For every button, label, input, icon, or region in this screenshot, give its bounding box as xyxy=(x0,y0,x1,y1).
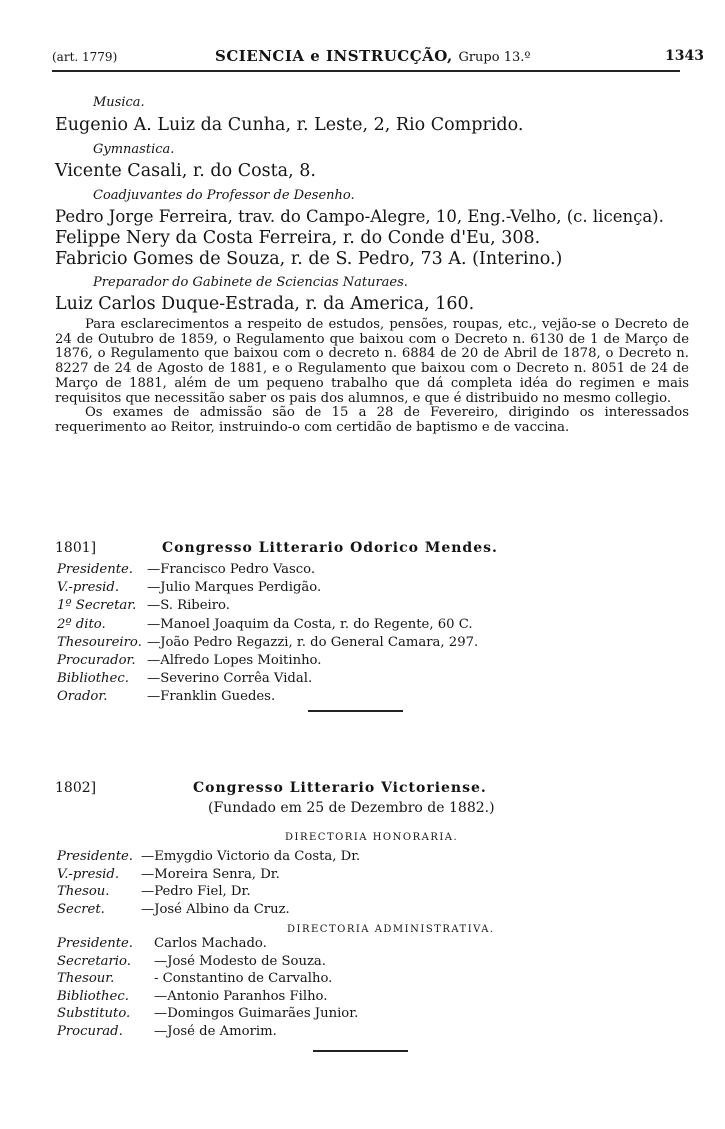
group-label: Grupo 13.º xyxy=(458,50,531,65)
member-row xyxy=(57,884,251,899)
member-role: Thesou. xyxy=(57,884,110,900)
member-row xyxy=(57,580,321,595)
member-name: —Alfredo Lopes Moitinho. xyxy=(147,653,322,668)
member-role: Secretario. xyxy=(57,953,131,969)
member-role: Procurad. xyxy=(57,1024,123,1039)
member-name: —João Pedro Regazzi, r. do General Camara, 297. xyxy=(147,634,479,650)
entry-number-1802: 1802] xyxy=(55,780,97,796)
member-row xyxy=(57,902,290,917)
admission-paragraph: Os exames de admissão são de 15 a 28 de Fevereiro, dirigindo os interessados requerimento ao Reitor, instruindo-o com certidão de baptismo e de vaccina. xyxy=(55,405,689,435)
header-rule xyxy=(52,70,680,72)
member-row xyxy=(57,635,478,650)
member-row xyxy=(57,689,275,704)
member-role: Bibliothec. xyxy=(57,988,129,1004)
member-row xyxy=(57,867,280,882)
member-role: V.-presid. xyxy=(57,866,120,882)
member-name: —Francisco Pedro Vasco. xyxy=(147,562,316,577)
member-name: —José de Amorim. xyxy=(154,1024,277,1039)
section-rule xyxy=(313,1050,408,1052)
member-role: Thesoureiro. xyxy=(57,634,142,650)
entry-number-1801: 1801] xyxy=(55,540,97,556)
desenho-entry: Pedro Jorge Ferreira, trav. do Campo-Alegre, 10, Eng.-Velho, (c. licença). xyxy=(55,207,664,226)
decree-paragraph: Para esclarecimentos a respeito de estudos, pensões, roupas, etc., vejão-se o Decreto de 24 de Outubro de 1859, o Regulamento que baixou com o Decreto n. 6130 de 1 de Março de 1876, o Regulamento que baixou com o decreto n. 6884 de 20 de Abril de 1878, o Decreto n. 8227 de 24 de Agosto de 1881, e o Regulamento que baixou com o Decreto n. 8051 de 24 de Março de 1881, além de um pequeno trabalho que dá completa idéa do regimen e mais requisitos que necessitão saber os pais dos alumnos, e que é distribuido no mesmo collegio. xyxy=(55,317,689,406)
member-name: —Julio Marques Perdigão. xyxy=(147,580,322,596)
info-paragraphs xyxy=(55,318,689,436)
member-name: —Antonio Paranhos Filho. xyxy=(154,988,328,1004)
gabinete-label: Preparador do Gabinete de Sciencias Naturaes. xyxy=(93,275,408,290)
member-row xyxy=(57,936,267,951)
section-rule xyxy=(308,710,403,712)
member-name: —Manoel Joaquim da Costa, r. do Regente, 60 C. xyxy=(147,616,473,632)
page-number: 1343 xyxy=(665,48,704,64)
founded-note: (Fundado em 25 de Dezembro de 1882.) xyxy=(208,800,495,816)
member-name: —Domingos Guimarães Junior. xyxy=(154,1006,359,1022)
member-row xyxy=(57,617,473,632)
desenho-entry: Felippe Nery da Costa Ferreira, r. do Conde d'Eu, 308. xyxy=(55,228,541,248)
member-row xyxy=(57,989,327,1004)
congress-1802-title: Congresso Litterario Victoriense. xyxy=(193,780,487,796)
member-row xyxy=(57,849,360,864)
member-name: —Franklin Guedes. xyxy=(147,689,276,705)
member-name: —S. Ribeiro. xyxy=(147,598,230,614)
member-row xyxy=(57,1024,277,1039)
member-role: 2º dito. xyxy=(57,616,106,632)
member-role: Secret. xyxy=(57,901,105,917)
member-row xyxy=(57,954,326,969)
member-row xyxy=(57,671,312,686)
gymnastica-entry: Vicente Casali, r. do Costa, 8. xyxy=(55,161,316,181)
member-role: Presidente. xyxy=(57,936,134,951)
member-role: Orador. xyxy=(57,689,108,705)
member-name: —Moreira Senra, Dr. xyxy=(141,866,280,882)
member-name: —José Albino da Cruz. xyxy=(141,901,290,917)
member-name: —Severino Corrêa Vidal. xyxy=(147,671,313,687)
member-role: Presidente. xyxy=(57,849,134,864)
member-name: —Pedro Fiel, Dr. xyxy=(141,884,251,900)
gymnastica-label: Gymnastica. xyxy=(93,142,175,157)
musica-entry: Eugenio A. Luiz da Cunha, r. Leste, 2, Rio Comprido. xyxy=(55,115,524,135)
member-role: Substituto. xyxy=(57,1006,131,1022)
member-row xyxy=(57,562,315,577)
member-row xyxy=(57,1006,358,1021)
member-row xyxy=(57,653,321,668)
member-name: - Constantino de Carvalho. xyxy=(154,971,333,987)
member-row xyxy=(57,598,230,613)
desenho-entry: Fabricio Gomes de Souza, r. de S. Pedro, 73 A. (Interino.) xyxy=(55,249,563,269)
musica-label: Musica. xyxy=(93,95,145,110)
member-role: V.-presid. xyxy=(57,580,120,596)
congress-1801-title: Congresso Litterario Odorico Mendes. xyxy=(162,540,498,556)
member-role: Bibliothec. xyxy=(57,671,129,687)
gabinete-entry: Luiz Carlos Duque-Estrada, r. da America, 160. xyxy=(55,294,475,314)
article-reference: (art. 1779) xyxy=(52,50,118,64)
member-role: Thesour. xyxy=(57,971,115,987)
honoraria-heading: DIRECTORIA HONORARIA. xyxy=(285,832,459,843)
running-title xyxy=(215,47,531,65)
member-name: —Emygdio Victorio da Costa, Dr. xyxy=(141,849,361,864)
member-role: Procurador. xyxy=(57,653,136,668)
member-role: 1º Secretar. xyxy=(57,598,137,614)
administrativa-heading: DIRECTORIA ADMINISTRATIVA. xyxy=(287,924,495,935)
member-name: Carlos Machado. xyxy=(154,936,267,951)
member-role: Presidente. xyxy=(57,562,134,577)
desenho-label: Coadjuvantes do Professor de Desenho. xyxy=(93,188,355,203)
section-title: SCIENCIA e INSTRUCÇÃO, xyxy=(215,47,453,65)
member-row xyxy=(57,971,332,986)
member-name: —José Modesto de Souza. xyxy=(154,953,326,969)
